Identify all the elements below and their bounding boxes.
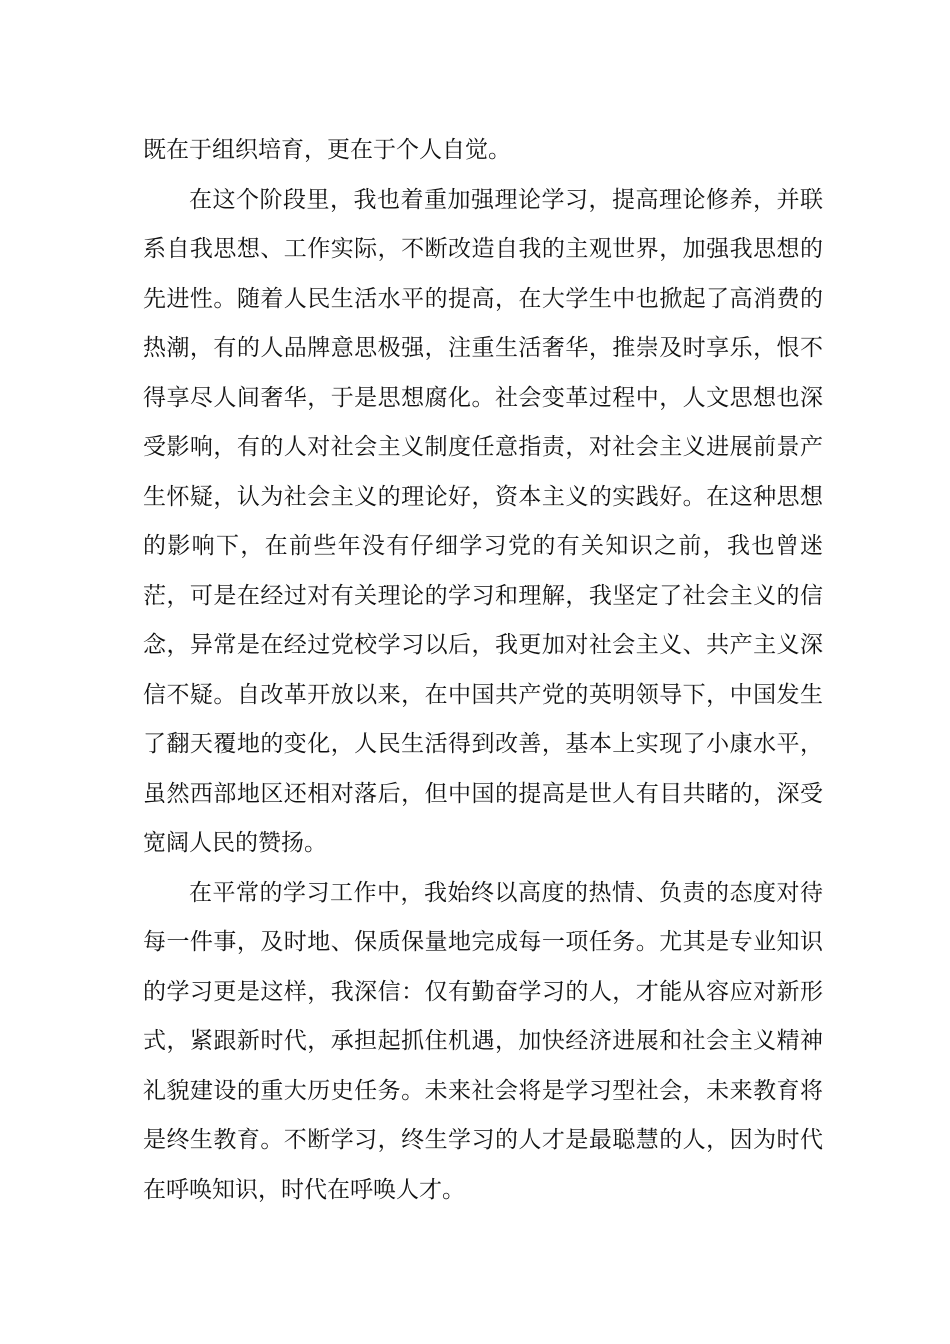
paragraph-work-study: 在平常的学习工作中，我始终以高度的热情、负责的态度对待每一件事，及时地、保质保量地完成每一项任务。尤其是专业知识的学习更是这样，我深信：仅有勤奋学习的人，才能从容应对新形式，紧跟新时代，承担起抓住机遇，加快经济进展和社会主义精神礼貌建设的重大历史任务。未来社会将是学习型社会，未来教育将是终生教育。不断学习，终生学习的人才是最聪慧的人，因为时代在呼唤知识，时代在呼唤人才。 xyxy=(143,879,823,1203)
paragraph-continuation: 既在于组织培育，更在于个人自觉。 xyxy=(143,137,511,163)
document-body xyxy=(143,126,823,1215)
paragraph-theory-study: 在这个阶段里，我也着重加强理论学习，提高理论修养，并联系自我思想、工作实际，不断改造自我的主观世界，加强我思想的先进性。随着人民生活水平的提高，在大学生中也掀起了高消费的热潮，有的人品牌意思极强，注重生活奢华，推崇及时享乐，恨不得享尽人间奢华，于是思想腐化。社会变革过程中，人文思想也深受影响，有的人对社会主义制度任意指责，对社会主义进展前景产生怀疑，认为社会主义的理论好，资本主义的实践好。在这种思想的影响下，在前些年没有仔细学习党的有关知识之前，我也曾迷茫，可是在经过对有关理论的学习和理解，我坚定了社会主义的信念，异常是在经过党校学习以后，我更加对社会主义、共产主义深信不疑。自改革开放以来，在中国共产党的英明领导下，中国发生了翻天覆地的变化，人民生活得到改善，基本上实现了小康水平，虽然西部地区还相对落后，但中国的提高是世人有目共睹的，深受宽阔人民的赞扬。 xyxy=(143,186,823,856)
